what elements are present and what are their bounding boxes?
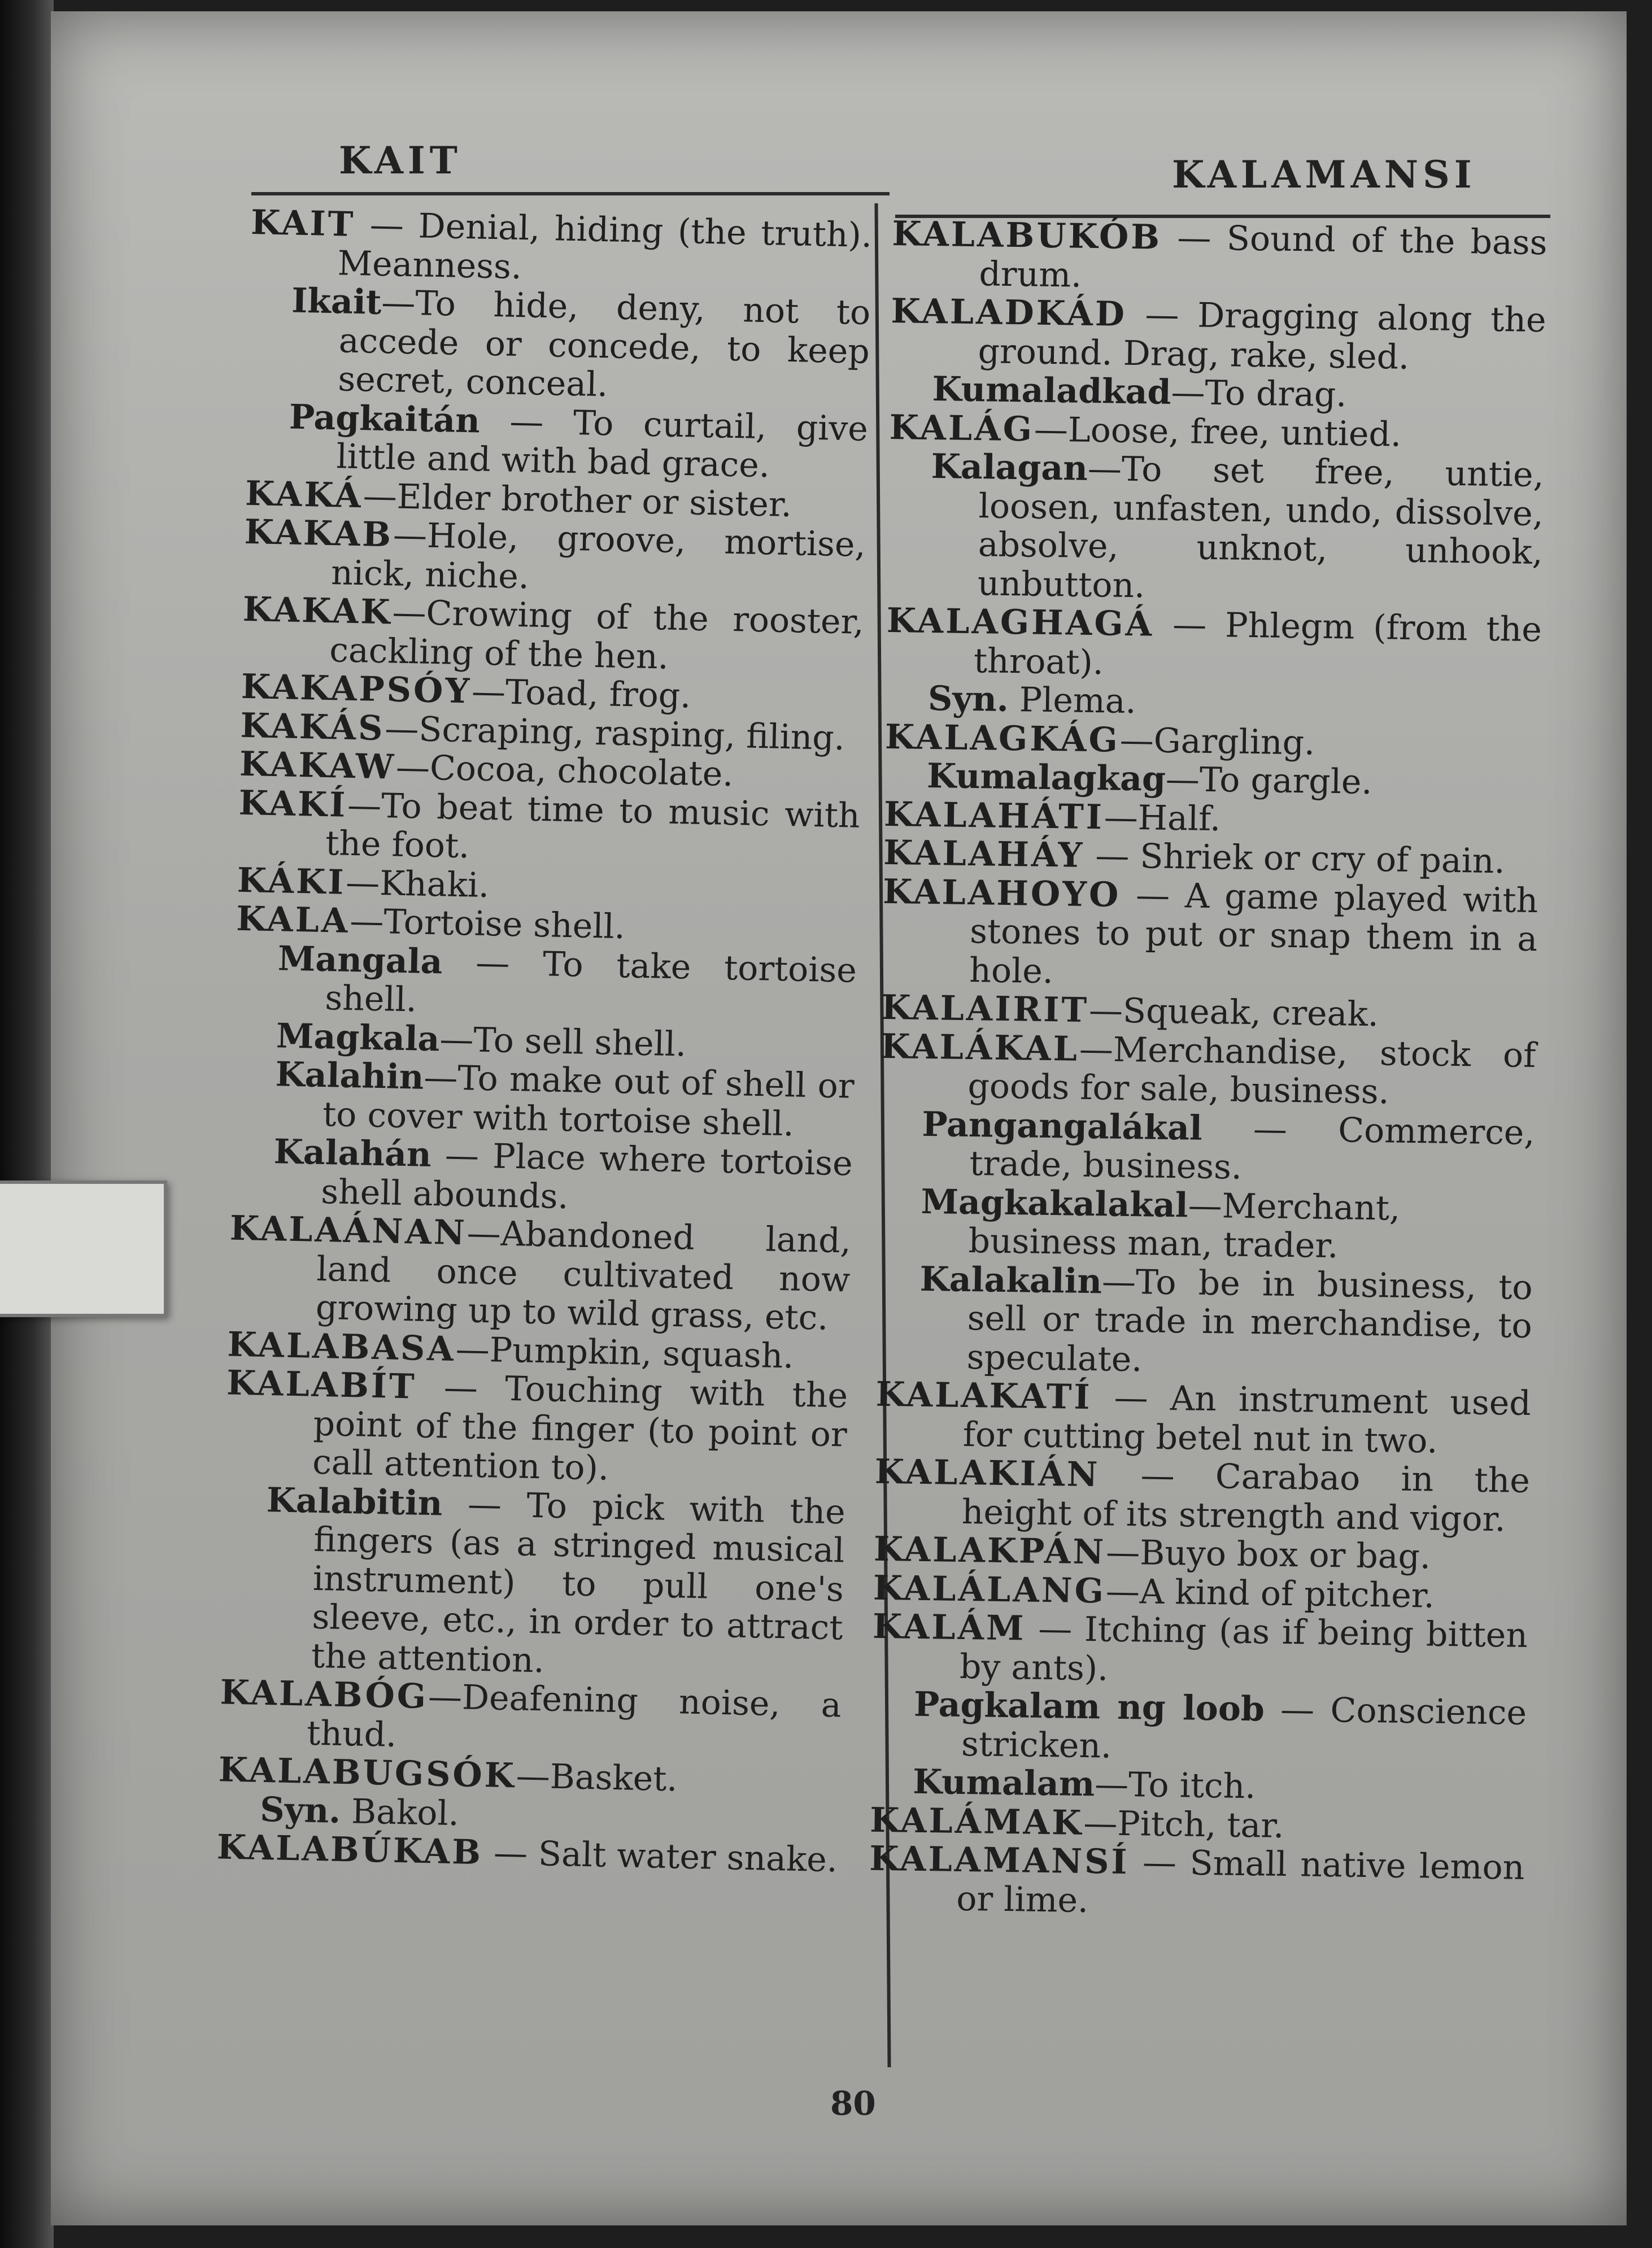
entry-definition: —Pitch, tar.	[1083, 1803, 1284, 1846]
entry-headword: KALAIRIT	[881, 987, 1089, 1030]
entry-headword: Kalagan	[931, 447, 1088, 489]
book-spine	[0, 0, 54, 2248]
entry-definition: Plema.	[1008, 679, 1137, 722]
entry-definition: — Salt water snake.	[482, 1833, 838, 1880]
entry-headword: Mangala	[277, 938, 443, 982]
entry-definition: —Squeak, creak.	[1088, 990, 1379, 1035]
entry-headword: KAKÁS	[239, 705, 386, 748]
entry-headword: KALÁG	[889, 407, 1035, 450]
entry-headword: KAKAW	[239, 744, 396, 787]
entry-headword: KALABÚKAB	[216, 1827, 483, 1873]
entry-definition: —To sell shell.	[439, 1019, 687, 1064]
dictionary-entry	[228, 1209, 851, 1338]
entry-definition: — To pick with the fingers (as a stringed musical instrument) to pull one's sleeve, etc., in order to attract the attention.	[311, 1484, 846, 1680]
header-rule-left	[251, 192, 890, 195]
entry-definition: —Loose, free, untied.	[1034, 409, 1402, 455]
entry-definition: —To gargle.	[1165, 759, 1372, 802]
entry-headword: KALÁMAK	[869, 1800, 1084, 1843]
entry-definition: —To make out of shell or to cover with tortoise shell.	[322, 1057, 855, 1144]
entry-definition: — Denial, hiding (the truth). Meanness.	[337, 204, 873, 287]
dictionary-entry	[219, 1673, 842, 1763]
entry-definition: — Touching with the point of the finger (to point or call attention to).	[312, 1367, 848, 1488]
dictionary-entry	[890, 292, 1546, 378]
entry-headword: Kumalam	[912, 1762, 1095, 1805]
right-column	[869, 215, 1548, 1926]
entry-headword: Syn.	[259, 1789, 341, 1831]
entry-headword: KALAHOYO	[882, 872, 1121, 915]
entry-definition: —To be in business, to sell or trade in merchandise, to speculate.	[966, 1261, 1533, 1379]
entry-headword: KAIT	[250, 203, 356, 245]
entry-headword: KALA	[236, 899, 351, 941]
entry-headword: KALAHÁTI	[883, 794, 1105, 837]
entry-headword: Kumalagkag	[926, 756, 1166, 799]
entry-headword: KALABUGSÓK	[218, 1750, 517, 1796]
entry-definition: —Half.	[1104, 797, 1221, 839]
entry-definition: — Carabao in the height of its strength and vigor.	[961, 1455, 1531, 1539]
entry-headword: KALÁLANG	[873, 1568, 1106, 1611]
entry-definition: —Toad, frog.	[471, 672, 692, 716]
entry-definition: —Crowing of the rooster, cackling of the hen.	[329, 593, 865, 677]
entry-definition: —Basket.	[516, 1756, 678, 1800]
sub-entry	[230, 1132, 853, 1222]
entry-definition: — To curtail, give little and with bad grace.	[335, 401, 869, 486]
entry-headword: KAKÁ	[245, 473, 364, 516]
dictionary-entry	[874, 1453, 1530, 1539]
entry-definition: —Tortoise shell.	[349, 901, 626, 947]
entry-headword: Kumaladkad	[932, 369, 1171, 412]
entry-definition: —Gargling.	[1119, 720, 1315, 763]
entry-definition: —Elder brother or sister.	[363, 476, 792, 525]
entry-headword: KAKÍ	[238, 783, 348, 825]
entry-definition: — Commerce, trade, business.	[969, 1108, 1535, 1187]
entry-definition: —To itch.	[1094, 1765, 1256, 1807]
entry-headword: Pangangalákal	[922, 1104, 1203, 1148]
entry-headword: Kalahin	[274, 1055, 425, 1097]
entry-definition: Bakol.	[340, 1791, 460, 1833]
sub-entry	[876, 1259, 1533, 1384]
dictionary-entry	[880, 1027, 1536, 1113]
dictionary-entry	[891, 215, 1548, 301]
entry-definition: —Hole, groove, mortise, nick, niche.	[330, 515, 866, 596]
page-number: 80	[830, 2084, 876, 2123]
entry-definition: — Itching (as if being bitten by ants).	[959, 1609, 1528, 1689]
entry-headword: KALÁM	[872, 1606, 1026, 1649]
left-column	[216, 203, 872, 1880]
sub-entry	[220, 1480, 845, 1686]
entry-headword: Kalakalin	[919, 1259, 1102, 1301]
entry-definition: —To set free, untie, loosen, unfasten, undo, dissolve, absolve, unknot, unhook, unbutton.	[977, 448, 1545, 605]
entry-headword: Ikait	[291, 281, 382, 323]
sub-entry	[878, 1182, 1534, 1268]
entry-headword: Syn.	[927, 678, 1009, 720]
entry-headword: Magkakalakal	[921, 1182, 1189, 1225]
entry-definition: — Place where tortoise shell abounds.	[320, 1135, 853, 1217]
sub-entry	[871, 1685, 1527, 1771]
entry-definition: — Dragging along the ground. Drag, rake, sled.	[978, 294, 1546, 377]
entry-definition: — Phlegm (from the throat).	[973, 604, 1542, 682]
entry-definition: —To beat time to music with the foot.	[325, 785, 861, 866]
entry-headword: KALADKÁD	[891, 291, 1127, 334]
sub-entry	[234, 938, 857, 1029]
entry-headword: KALAMANSÍ	[869, 1839, 1130, 1883]
entry-definition: — Sound of the bass drum.	[979, 217, 1548, 295]
sub-entry	[879, 1104, 1535, 1191]
entry-definition: — To take tortoise shell.	[324, 942, 857, 1020]
entry-headword: KALABUKÓB	[892, 214, 1162, 258]
entry-headword: KALABÓG	[220, 1672, 429, 1717]
thumb-index-tab[interactable]	[0, 1180, 167, 1317]
entry-definition: —A kind of pitcher.	[1105, 1571, 1435, 1616]
entry-headword: KALAHÁY	[883, 833, 1085, 875]
sub-entry	[232, 1055, 855, 1145]
entry-headword: KALAKPÁN	[873, 1529, 1106, 1572]
dictionary-entry	[886, 602, 1542, 688]
entry-definition: — Conscience stricken.	[961, 1689, 1527, 1766]
dictionary-entry	[872, 1607, 1528, 1694]
entry-headword: KAKAK	[242, 589, 393, 633]
entry-headword: Kalabitin	[266, 1480, 443, 1524]
entry-headword: KALAKIÁN	[874, 1452, 1100, 1495]
sub-entry	[887, 447, 1544, 611]
running-head-right: KALAMANSI	[1172, 153, 1476, 197]
dictionary-entry	[242, 590, 865, 681]
dictionary-entry	[243, 513, 866, 603]
entry-headword: KALABASA	[226, 1325, 456, 1369]
entry-headword: KAKAB	[244, 512, 394, 555]
entry-definition: — Shriek or cry of pain.	[1084, 835, 1506, 882]
entry-headword: Kalahán	[273, 1132, 432, 1175]
entry-headword: KALAGKÁG	[884, 717, 1121, 760]
entry-definition: —Merchant, business man, trader.	[968, 1185, 1401, 1266]
dictionary-entry	[225, 1364, 848, 1493]
running-head-left: KAIT	[339, 138, 462, 182]
entry-headword: Pagkalam ng loob	[913, 1684, 1265, 1729]
entry-definition: —Cocoa, chocolate.	[395, 747, 734, 795]
dictionary-entry	[238, 783, 861, 874]
entry-headword: KALAKATÍ	[875, 1374, 1093, 1418]
entry-headword: KAKAPSÓY	[241, 666, 472, 712]
entry-definition: —Merchandise, stock of goods for sale, business.	[967, 1029, 1536, 1112]
dictionary-entry	[869, 1840, 1525, 1926]
dictionary-entry	[875, 1375, 1531, 1462]
entry-headword: Pagkaitán	[289, 397, 481, 441]
entry-headword: KALABÍT	[226, 1363, 417, 1407]
entry-headword: KALAÁNAN	[229, 1208, 468, 1253]
sub-entry	[246, 397, 869, 487]
dictionary-entry	[250, 203, 873, 294]
entry-definition: — A game played with stones to put or snap them in a hole.	[969, 875, 1538, 991]
entry-definition: —Deafening noise, a thud.	[306, 1677, 842, 1755]
entry-headword: KALAGHAGÁ	[886, 600, 1154, 644]
entry-definition: —To hide, deny, not to accede or concede, to keep secret, conceal.	[337, 282, 871, 405]
entry-headword: KÁKI	[237, 860, 347, 903]
entry-headword: Magkala	[276, 1016, 441, 1059]
dictionary-entry	[882, 872, 1538, 997]
entry-definition: —Abandoned land, land once cultivated now growing up to wild grass, etc.	[315, 1213, 852, 1338]
entry-definition: —Buyo box or bag.	[1105, 1532, 1431, 1577]
entry-definition: —Pumpkin, squash.	[455, 1329, 795, 1376]
entry-definition: —Scraping, rasping, filing.	[384, 708, 845, 758]
sub-entry	[247, 281, 871, 409]
entry-definition: —Khaki.	[345, 862, 490, 905]
entry-headword: KALÁKAL	[880, 1026, 1080, 1069]
entry-definition: — Small native lemon or lime.	[956, 1842, 1525, 1920]
entry-definition: — An instrument used for cutting betel nut in two.	[962, 1378, 1532, 1461]
entry-definition: —To drag.	[1171, 372, 1347, 415]
